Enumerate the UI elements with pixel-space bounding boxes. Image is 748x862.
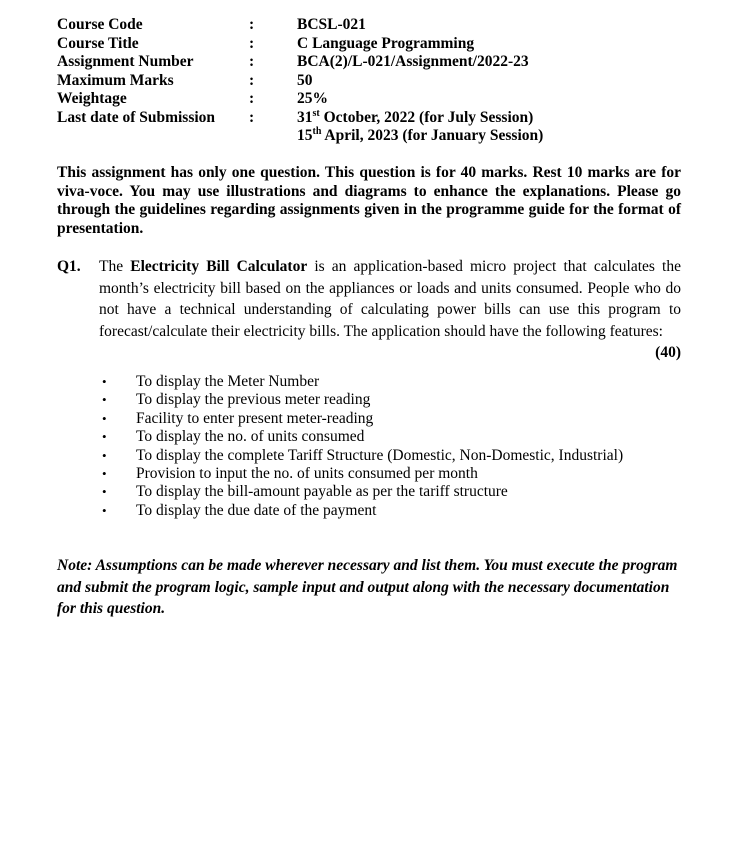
features-list [100, 373, 660, 520]
info-colon: : [249, 34, 255, 52]
info-label: Course Title [57, 34, 139, 52]
date-rest: April, 2023 (for January Session) [321, 127, 544, 144]
info-label: Weightage [57, 90, 127, 107]
info-row-weightage [57, 90, 617, 109]
course-info-table [57, 16, 617, 146]
bullet-icon: • [102, 502, 107, 518]
feature-text: To display the bill-amount payable as per the tariff structure [136, 483, 508, 501]
info-label: Assignment Number [57, 53, 194, 70]
bullet-icon: • [102, 429, 107, 445]
info-label: Course Code [57, 16, 143, 33]
submission-dates [297, 109, 543, 146]
bullet-icon: • [102, 374, 107, 389]
date-day: 31 [297, 108, 313, 126]
intro-paragraph: This assignment has only one question. This question is for 40 marks. Rest 10 marks are for viva-voce. You may use illustrations and diagrams to enhance the explanations. Please go through the guidelines regarding assignments given in the programme guide for the format of presentation. [57, 164, 681, 237]
bullet-icon: • [102, 447, 107, 463]
question-text-before: The [99, 258, 131, 275]
info-value: BCSL-021 [297, 16, 366, 33]
list-item [100, 465, 660, 483]
list-item [100, 391, 660, 409]
list-item [100, 410, 660, 428]
list-item [100, 502, 660, 520]
info-value: BCA(2)/L-021/Assignment/2022-23 [297, 53, 529, 70]
question-text-after: is an application-based micro project that calculates the month’s electricity bill based on the appliances or loads and units consumed. People who do not have a technical understanding of calculating power bills can use this program to forecast/calculate their electricity bills. The application should have the following features: [99, 258, 681, 340]
date-day: 15 [297, 127, 313, 144]
date-ordinal: th [312, 125, 322, 137]
submission-date-july [297, 109, 543, 128]
info-row-assignment-number [57, 53, 617, 72]
list-item [100, 428, 660, 446]
info-row-maximum-marks [57, 72, 617, 91]
info-value: 50 [297, 71, 313, 89]
submission-date-january [297, 127, 543, 146]
feature-text: To display the no. of units consumed [136, 428, 365, 446]
question-text [99, 256, 681, 342]
list-item [100, 373, 660, 391]
list-item [100, 483, 660, 501]
feature-text: Facility to enter present meter-reading [136, 409, 374, 427]
bullet-icon: • [102, 466, 107, 482]
feature-text: To display the previous meter reading [136, 391, 371, 409]
info-colon: : [249, 53, 255, 70]
info-label: Last date of Submission [57, 108, 216, 126]
date-rest: October, 2022 (for July Session) [319, 108, 534, 126]
info-label: Maximum Marks [57, 71, 174, 89]
info-colon: : [249, 108, 255, 126]
feature-text: To display the due date of the payment [136, 501, 377, 519]
question-number: Q1. [57, 258, 81, 275]
question-marks: (40) [655, 344, 681, 361]
question-bold-term: Electricity Bill Calculator [130, 258, 308, 275]
info-row-course-title [57, 35, 617, 54]
date-ordinal: st [312, 107, 320, 119]
info-row-course-code [57, 16, 617, 35]
feature-text: Provision to input the no. of units consumed per month [136, 465, 478, 483]
feature-text: To display the complete Tariff Structure (Domestic, Non-Domestic, Industrial) [136, 446, 624, 464]
bullet-icon: • [102, 484, 107, 500]
feature-text: To display the Meter Number [136, 373, 320, 390]
info-colon: : [249, 16, 255, 33]
info-colon: : [249, 90, 255, 107]
bullet-icon: • [102, 410, 107, 426]
note-paragraph: Note: Assumptions can be made wherever necessary and list them. You must execute the program and submit the program logic, sample input and output along with the necessary documentation for this question. [57, 557, 678, 617]
info-colon: : [249, 71, 255, 89]
list-item [100, 447, 660, 465]
info-value: 25% [297, 90, 328, 107]
bullet-icon: • [102, 392, 107, 408]
info-row-submission-date [57, 109, 617, 146]
info-value: C Language Programming [297, 34, 475, 52]
